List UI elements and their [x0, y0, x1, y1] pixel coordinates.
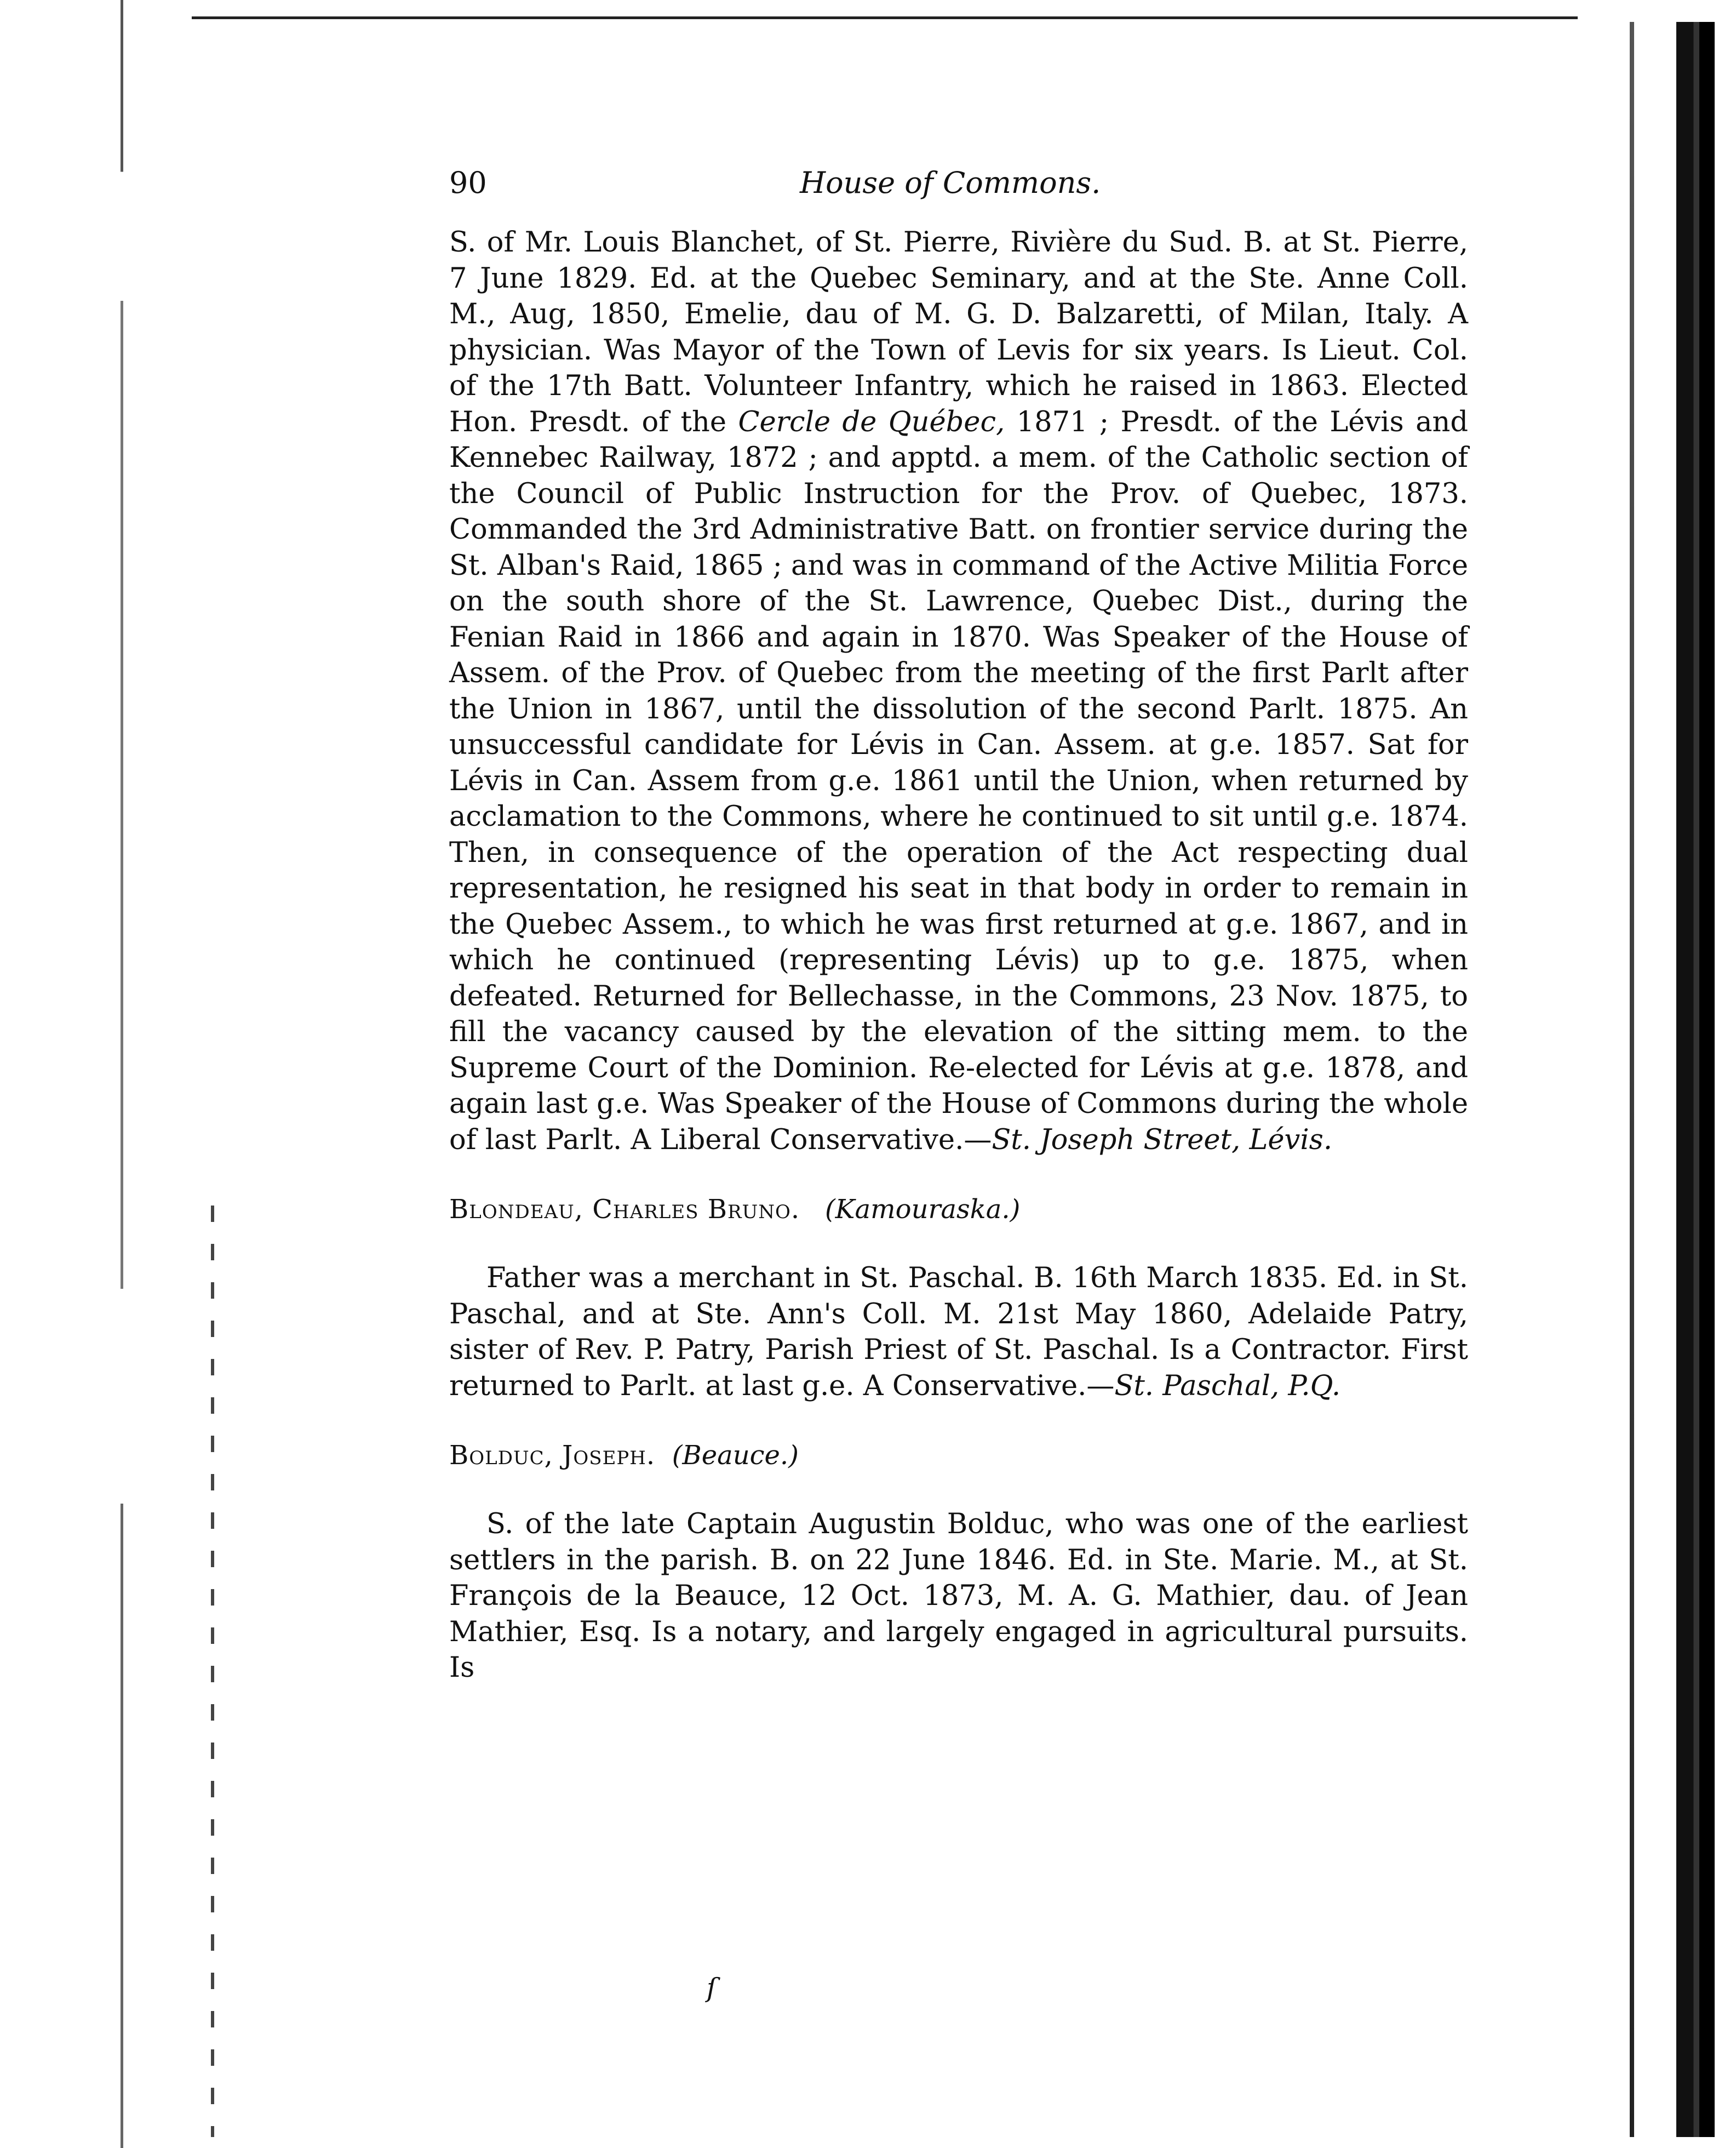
- book-page: [449, 159, 1468, 1686]
- page-number: 90: [449, 165, 487, 200]
- blondeau-text: Father was a merchant in St. Paschal. B. 16th March 1835. Ed. in St. Paschal, and at Ste. Ann's Coll. M. 21st May 1860, Adelaide Patry, sister of Rev. P. Patry, Parish Priest of St. Paschal. Is a Contractor. First returned to Parlt. at last g.e. A Conservative.—: [449, 1262, 1468, 1402]
- blondeau-constituency: (Kamouraska.): [824, 1194, 1021, 1225]
- entry-blondeau-heading: [449, 1192, 1468, 1227]
- running-head: [449, 159, 1468, 225]
- blanchet-text-part-2: 1871 ; Presdt. of the Lévis and Kennebec Railway, 1872 ; and apptd. a mem. of the Catholic section of the Council of Public Instruction for the Prov. of Quebec, 1873. Commanded the 3rd Administrative Batt. on frontier service during the St. Alban's Raid, 1865 ; and was in command of the Active Militia Force on the south shore of the St. Lawrence, Quebec Dist., during the Fenian Raid in 1866 and again in 1870. Was Speaker of the House of Assem. of the Prov. of Quebec from the meeting of the first Parlt after the Union in 1867, until the dissolution of the second Parlt. 1875. An unsuccessful candidate for Lévis in Can. Assem. at g.e. 1857. Sat for Lévis in Can. Assem from g.e. 1861 until the Union, when returned by acclamation to the Commons, where he continued to sit until g.e. 1874. Then, in consequence of the operation of the Act respecting dual representation, he resigned his seat in that body in order to remain in the Quebec Assem., to which he was first returned at g.e. 1867, and in which he continued (representing Lévis) up to g.e. 1875, when defeated. Returned for Bellechasse, in the Commons, 23 Nov. 1875, to fill the vacancy caused by the elevation of the sitting mem. to the Supreme Court of the Dominion. Re-elected for Lévis at g.e. 1878, and again last g.e. Was Speaker of the House of Commons during the whole of last Parlt. A Liberal Conservative.—: [449, 405, 1469, 1156]
- entry-bolduc-heading: [449, 1438, 1468, 1473]
- entry-blanchet-biography: [449, 225, 1468, 1158]
- page-header-title: House of Commons.: [800, 165, 1101, 200]
- bolduc-text: S. of the late Captain Augustin Bolduc, who was one of the earliest settlers in the parish. B. on 22 June 1846. Ed. in Ste. Marie. M., at St. François de la Beauce, 12 Oct. 1873, M. A. G. Mathier, dau. of Jean Mathier, Esq. Is a notary, and largely engaged in agricultural pursuits. Is: [449, 1508, 1468, 1684]
- scan-binding-line: [1630, 22, 1634, 2137]
- blanchet-italic-cercle: Cercle de Québec,: [738, 405, 1005, 438]
- bolduc-name: Bolduc, Joseph.: [449, 1440, 656, 1471]
- scan-left-margin-marks: [211, 1206, 214, 2137]
- entry-bolduc-biography: [449, 1506, 1468, 1686]
- scan-left-edge: [121, 0, 123, 2148]
- scan-bottom-mark: ſ: [707, 1973, 717, 2003]
- scan-top-rule: [192, 16, 1578, 19]
- blondeau-name: Blondeau, Charles Bruno.: [449, 1194, 800, 1225]
- bolduc-constituency: (Beauce.): [672, 1440, 799, 1471]
- blanchet-address: St. Joseph Street, Lévis.: [992, 1123, 1333, 1156]
- blondeau-address: St. Paschal, P.Q.: [1114, 1369, 1341, 1402]
- scan-binding-edge: [1676, 22, 1715, 2137]
- blanchet-text-part-1: S. of Mr. Louis Blanchet, of St. Pierre, Rivière du Sud. B. at St. Pierre, 7 June 1829. Ed. at the Quebec Seminary, and at the Ste. Anne Coll. M., Aug, 1850, Emelie, dau of M. G. D. Balzaretti, of Milan, Italy. A physician. Was Mayor of the Town of Levis for six years. Is Lieut. Col. of the 17th Batt. Volunteer Infantry, which he raised in 1863. Elected Hon. Presdt. of the: [449, 226, 1468, 438]
- entry-blondeau-biography: [449, 1260, 1468, 1404]
